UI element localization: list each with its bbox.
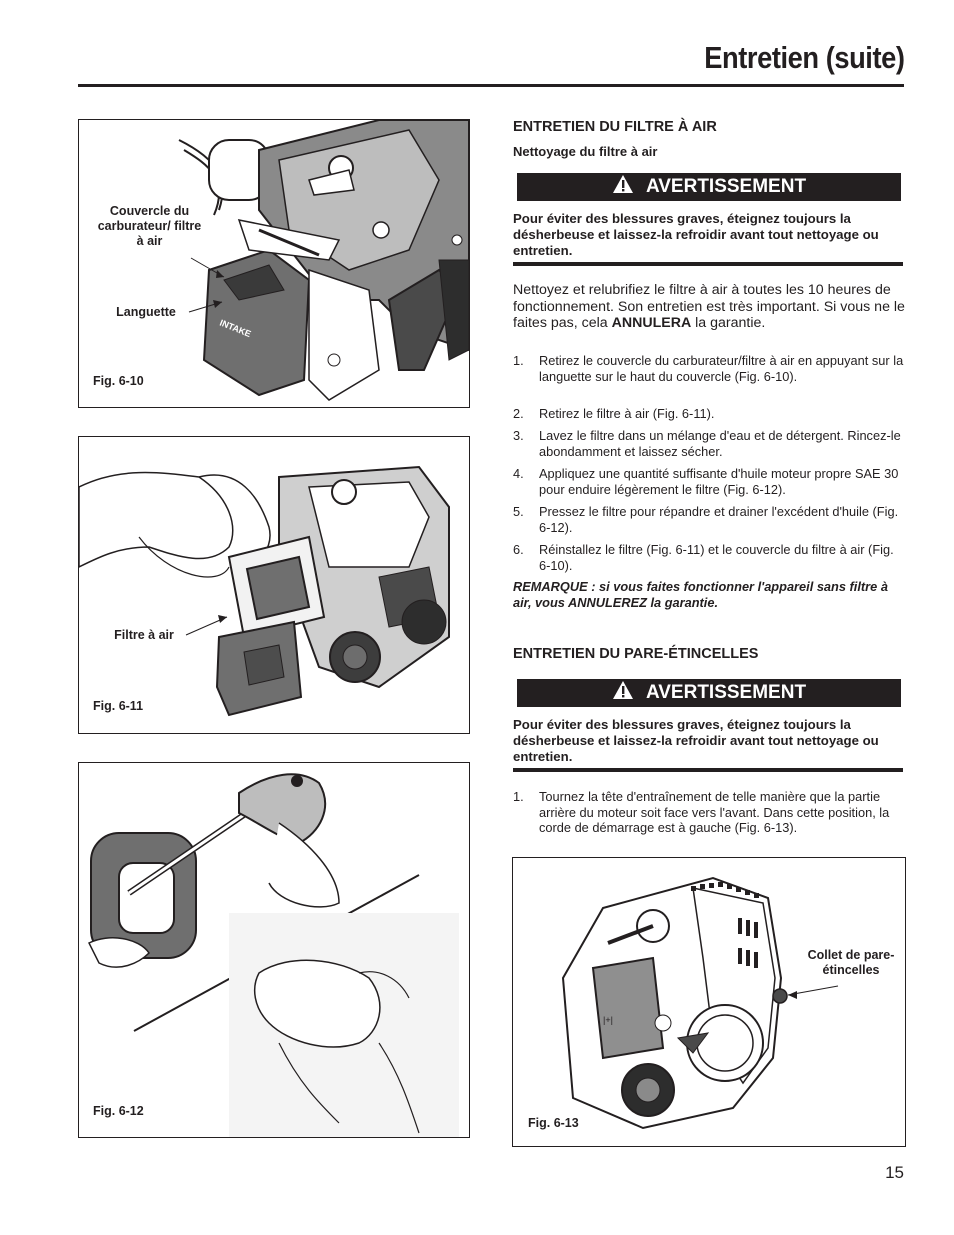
svg-text:|+|: |+| [603, 1015, 613, 1025]
list-item: 3. Lavez le filtre dans un mélange d'eau et de détergent. Rincez-le abondamment et laissez sécher. [513, 428, 901, 459]
figure-6-12 [78, 762, 470, 1138]
callout-filter-label: Filtre à air [114, 628, 174, 642]
air-filter-subheading: Nettoyage du filtre à air [513, 144, 658, 159]
figure-6-11 [78, 436, 470, 734]
warning-label: AVERTISSEMENT [645, 682, 807, 703]
warning-icon [612, 680, 634, 706]
warning-text: Pour éviter des blessures graves, éteignez toujours la désherbeuse et laissez-la refroidir avant tout nettoyage ou entretien. [513, 717, 879, 764]
figure-6-13 [512, 857, 906, 1147]
spark-arrester-illustration [513, 858, 905, 1146]
figure-label: Fig. 6-12 [93, 1104, 144, 1118]
callout-cover-label: Couvercle du carburateur/ filtre à air [97, 204, 202, 248]
list-item: 2. Retirez le filtre à air (Fig. 6-11). [513, 406, 715, 421]
page-number: 15 [885, 1163, 904, 1182]
warning-rule [513, 768, 903, 772]
warning-banner [517, 679, 901, 707]
warning-icon [612, 174, 634, 200]
intro-text: Nettoyez et relubrifiez le filtre à air à toutes les 10 heures de fonctionnement. Son entretien est très important. Si vous ne le faites pas, cela [513, 282, 905, 331]
list-item: 5. Pressez le filtre pour répandre et drainer l'excédent d'huile (Fig. 6-12). [513, 504, 899, 535]
intro-bold: ANNULERA [611, 315, 692, 331]
air-filter-heading: ENTRETIEN DU FILTRE À AIR [513, 119, 717, 135]
header-rule [78, 84, 904, 87]
callout-collar-label: Collet de pare-étincelles [807, 948, 895, 977]
figure-6-10 [78, 119, 470, 408]
intro-text-end: la garantie. [691, 315, 766, 331]
filter-removal-illustration [79, 437, 469, 733]
spark-arrester-heading: ENTRETIEN DU PARE-ÉTINCELLES [513, 646, 759, 662]
warning-text: Pour éviter des blessures graves, éteignez toujours la désherbeuse et laissez-la refroidir avant tout nettoyage ou entretien. [513, 211, 879, 258]
list-item: 1. Retirez le couvercle du carburateur/filtre à air en appuyant sur la languette sur le haut du couvercle (Fig. 6-10). [513, 353, 904, 384]
list-item: 6. Réinstallez le filtre (Fig. 6-11) et le couvercle du filtre à air (Fig. 6-10). [513, 542, 894, 573]
filter-oiling-illustration [79, 763, 469, 1137]
air-filter-intro [513, 282, 905, 332]
list-item: 4. Appliquez une quantité suffisante d'huile moteur propre SAE 30 pour enduire légèrement le filtre (Fig. 6-12). [513, 466, 899, 497]
warning-label: AVERTISSEMENT [645, 176, 807, 197]
engine-cover-illustration [79, 120, 469, 407]
list-item: 1. Tournez la tête d'entraînement de telle manière que la partie arrière du moteur soit face vers l'avant. Dans cette position, la corde de démarrage est à gauche (Fig. 6-13). [513, 789, 890, 835]
callout-tab-label: Languette [116, 305, 176, 319]
warning-rule [513, 262, 903, 266]
warning-banner [517, 173, 901, 201]
warranty-note: REMARQUE : si vous faites fonctionner l'appareil sans filtre à air, vous ANNULEREZ la garantie. [513, 579, 888, 610]
figure-label: Fig. 6-11 [93, 699, 144, 713]
intake-label: INTAKE [218, 317, 253, 340]
figure-label: Fig. 6-13 [528, 1116, 579, 1130]
page-title: Entretien (suite) [703, 40, 904, 75]
figure-label: Fig. 6-10 [93, 374, 144, 388]
